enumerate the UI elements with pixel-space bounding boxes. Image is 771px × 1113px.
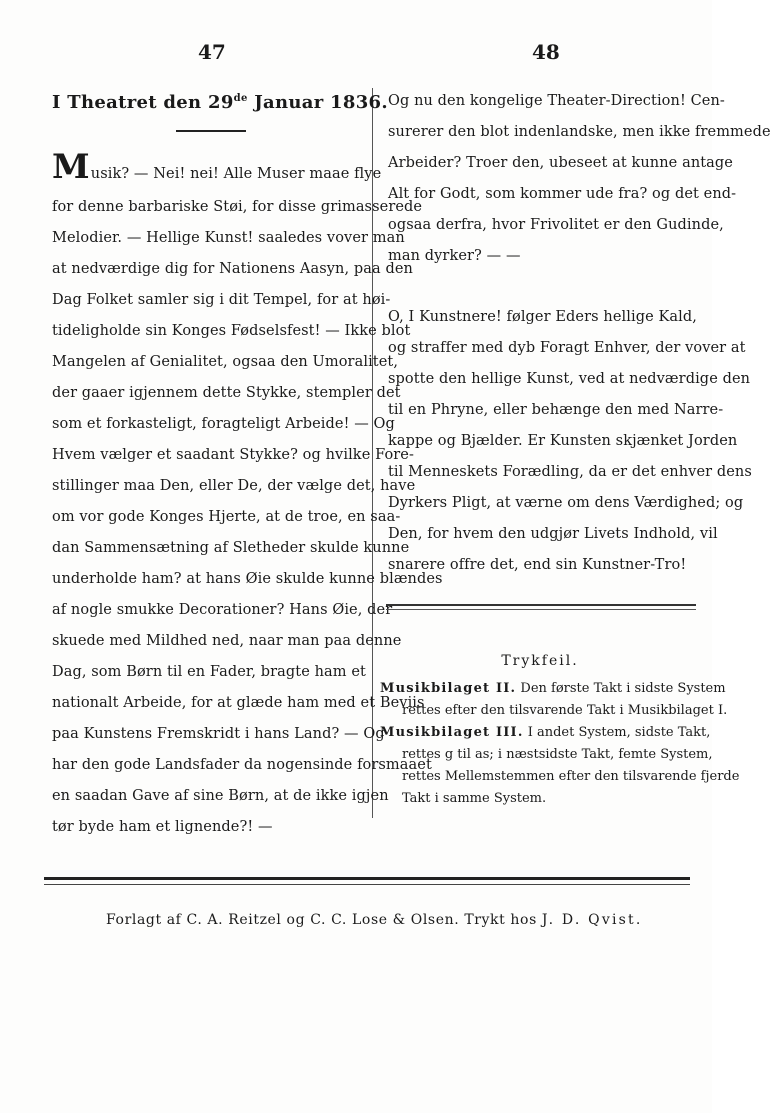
body-line: skuede med Mildhed ned, naar man paa denne [52,633,402,649]
body-line: Dag Folket samler sig i dit Tempel, for at høi- [52,292,391,308]
body-line: for denne barbariske Støi, for disse grimasserede [52,199,423,215]
body-line: snarere offre det, end sin Kunstner-Tro! [388,557,687,573]
title-superscript: de [233,93,248,104]
page-number-left: 47 [198,40,226,64]
paragraph-direction [388,86,771,272]
bottom-rule-thin [44,884,690,885]
body-line: paa Kunstens Fremskridt i hans Land? — Og [52,726,385,742]
body-line: Arbeider? Troer den, ubeseet at kunne antage [388,155,733,171]
imprint [106,912,642,928]
body-line: Musik? — Nei! nei! Alle Muser maae flye [52,147,382,187]
body-line: O, I Kunstnere! følger Eders hellige Kald, [388,309,697,325]
errata-continuation: rettes g til as; i næstsidste Takt, femte System, [402,747,713,762]
title-rule [176,130,246,132]
body-line: Den, for hvem den udgjør Livets Indhold, vil [388,526,718,542]
left-column [52,86,443,843]
page-number-right: 48 [532,40,560,64]
errata-label: Musikbilaget II. [380,681,517,696]
body-line: Dyrkers Pligt, at værne om dens Værdighed; og [388,495,744,511]
errata-item [380,678,728,722]
body-line: og straffer med dyb Foragt Enhver, der vover at [388,340,746,356]
body-line: Og nu den kongelige Theater-Direction! Cen- [388,93,725,109]
section-rule-thin [386,609,696,610]
body-line: spotte den hellige Kunst, ved at nedværdige den [388,371,751,387]
body-line: Alt for Godt, som kommer ude fra? og det end- [388,186,737,202]
body-line: ogsaa derfra, hvor Frivolitet er den Gudinde, [388,217,724,233]
imprint-publishers: Forlagt af C. A. Reitzel og C. C. Lose & Olsen. Trykt hos [106,912,542,928]
body-line: til Menneskets Forædling, da er det enhver dens [388,464,752,480]
body-line: Melodier. — Hellige Kunst! saaledes vover man [52,230,405,246]
errata-title: Trykfeil. [501,653,579,669]
section-rule [386,604,696,606]
body-line: Hvem vælger et saadant Stykke? og hvilke Fore- [52,447,414,463]
errata-continuation: rettes Mellemstemmen efter den tilsvarende fjerde [402,769,740,784]
right-column [388,86,771,581]
errata-label: Musikbilaget III. [380,725,524,740]
title-suffix: Januar 1836. [247,92,388,113]
errata-continuation: rettes efter den tilsvarende Takt i Musikbilaget I. [402,703,728,718]
errata-section [380,650,740,810]
title-prefix: I Theatret den 29 [52,92,234,113]
imprint-printer: J. D. Qvist. [541,912,643,928]
body-line: surerer den blot indenlandske, men ikke fremmede [388,124,771,140]
article-body [52,147,443,843]
body-line: dan Sammensætning af Sletheder skulde kunne [52,540,410,556]
body-line: har den gode Landsfader da nogensinde forsmaaet [52,757,432,773]
drop-cap: M [52,147,90,187]
body-line: kappe og Bjælder. Er Kunsten skjænket Jorden [388,433,738,449]
bottom-rule [44,877,690,880]
body-line: stillinger maa Den, eller De, der vælge det, have [52,478,416,494]
body-line: tideligholde sin Konges Fødselsfest! — Ikke blot [52,323,411,339]
errata-item [380,722,740,810]
paragraph-gap [388,272,700,302]
paragraph-artists [388,302,752,581]
body-line: om vor gode Konges Hjerte, at de troe, en saa- [52,509,401,525]
errata-first-line: Musikbilaget III. I andet System, sidste Takt, [380,725,711,740]
body-line: til en Phryne, eller behænge den med Narre- [388,402,724,418]
body-line: nationalt Arbeide, for at glæde ham med et Beviis [52,695,425,711]
errata-continuation: Takt i samme System. [402,791,547,806]
body-line: som et forkasteligt, foragteligt Arbeide! — Og [52,416,395,432]
body-line: underholde ham? at hans Øie skulde kunne blændes [52,571,443,587]
body-line: Dag, som Børn til en Fader, bragte ham et [52,664,366,680]
body-line: af nogle smukke Decorationer? Hans Øie, der [52,602,393,618]
article-title [52,86,388,116]
body-line: der gaaer igjennem dette Stykke, stempler det [52,385,401,401]
body-line: Mangelen af Genialitet, ogsaa den Umoralitet, [52,354,399,370]
body-line: en saadan Gave af sine Børn, at de ikke igjen [52,788,389,804]
errata-first-line: Musikbilaget II. Den første Takt i sidste System [380,681,726,696]
body-line: tør byde ham et lignende?! — [52,819,273,835]
body-line: man dyrker? — — [388,248,521,264]
body-line: at nedværdige dig for Nationens Aasyn, paa den [52,261,413,277]
